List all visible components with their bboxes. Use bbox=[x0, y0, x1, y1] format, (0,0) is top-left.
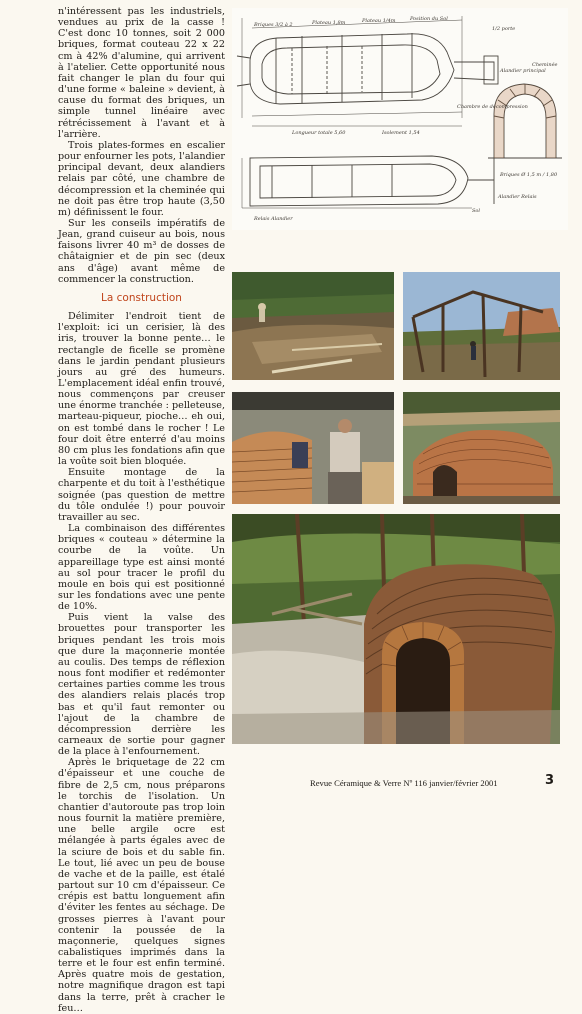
intro-paragraph-2: Trois plates-formes en escalier pour enfourner les pots, l'alandier principal devant, deux alandiers relais par côté, une chambre de décompression et la cheminée qui ne doit pas être trop haute (3,50 m) définissent le four. bbox=[58, 139, 225, 218]
photo-kiln-arch-form bbox=[403, 392, 560, 504]
photo-bricklaying bbox=[232, 392, 394, 504]
sketch-label: Sol bbox=[472, 208, 481, 214]
construction-paragraph-1: Délimiter l'endroit tient de l'exploit: ici un cerisier, là des iris, trouver la bonne pente… le rectangle de ficelle se promène dans le jardin pendant plusieurs jours au gré des humeurs. L'emplacement idéal enfin trouvé, nous commençons par creuser une énorme tranchée : pelleteuse, marteau-piqueur, pioche… eh oui, on est tombé dans le rocher ! Le four doit être enterré d'au moins 80 cm plus les fondations afin que la voûte soit bien bloquée. bbox=[58, 311, 225, 468]
sketch-label: Cheminée bbox=[532, 62, 558, 68]
construction-paragraph-3: La combinaison des différentes briques « couteau » détermine la courbe de la voûte. Un appareillage type est ainsi monté au sol pour tracer le profil du moule en bois qui est positionné sur les fondations avec une pente de 10%. bbox=[58, 523, 225, 613]
page-number: 3 bbox=[545, 773, 555, 788]
sketch-label: Plateau 1,8m bbox=[312, 20, 346, 26]
sketch-label: Alandier Relais bbox=[498, 194, 537, 200]
sketch-label: Relais Alandier bbox=[254, 216, 293, 222]
photo-finished-kiln bbox=[232, 514, 560, 744]
sketch-label: Position du Sol bbox=[410, 16, 448, 22]
sketch-label: Chambre de décompression bbox=[457, 104, 528, 110]
sketch-label: Plateau 1/4m bbox=[362, 18, 396, 24]
sketch-label: Isolement 1,54 bbox=[382, 130, 420, 136]
photo-roof-frame bbox=[403, 272, 560, 380]
article-column bbox=[58, 6, 225, 1014]
construction-paragraph-2: Ensuite montage de la charpente et du toit à l'esthétique soignée (pas question de mettre du tôle ondulée !) pour pouvoir travailler au sec. bbox=[58, 467, 225, 523]
intro-paragraph-1: n'intéressent pas les industriels, vendues au prix de la casse ! C'est donc 10 tonnes, soit 2 000 briques, format couteau 22 x 22 cm à 42% d'alumine, qui arrivent à l'atelier. Cette opportunité nous fait changer le plan du four qui d'une forme « baleine » devient, à cause du format des briques, un simple tunnel linéaire avec rétrécissement à l'avant et à l'arrière. bbox=[58, 6, 225, 140]
construction-paragraph-5: Après le briquetage de 22 cm d'épaisseur et une couche de fibre de 2,5 cm, nous préparons le torchis de l'isolation. Un chantier d'autoroute pas trop loin nous fournit la matière première, une belle argile ocre est mélangée à parts égales avec de la sciure de bois et du sable fin. Le tout, lié avec un peu de bouse de vache et de la paille, est étalé partout sur 10 cm d'épaisseur. Ce crépis est battu longuement afin d'éviter les fentes au séchage. De grosses pierres à l'avant pour contenir la poussée de la maçonnerie, quelques signes cabalistiques imprimés dans la terre et le four est enfin terminé. Après quatre mois de gestation, notre magnifique dragon est tapi dans la terre, prêt à cracher le feu… bbox=[58, 757, 225, 1014]
sketch-label: Briques 3/2 à 2 bbox=[254, 22, 293, 28]
construction-paragraph-4: Puis vient la valse des brouettes pour transporter les briques pendant les trois mois que dure la maçonnerie montée au coulis. Des temps de réflexion nous font modifier et redémonter certaines parties comme les trous des alandiers relais placés trop bas et qu'il faut remonter ou l'ajout de la chambre de décompression derrière les carneaux de sortie pour gagner de la place à l'enfournement. bbox=[58, 612, 225, 758]
sketch-label: Alandier principal bbox=[500, 68, 546, 74]
intro-paragraph-3: Sur les conseils impératifs de Jean, grand cuiseur au bois, nous faisons livrer 40 m³ de dosses de châtaignier et de pin sec (deux ans d'âge) avant même de commencer la construction. bbox=[58, 217, 225, 285]
sketch-label: 1/2 porte bbox=[492, 26, 516, 32]
sketch-label: Briques Ø 1,5 m / 1,80 bbox=[500, 172, 558, 178]
sketch-label: Longueur totale 5,60 bbox=[292, 130, 346, 136]
sketch-drawing bbox=[232, 8, 568, 230]
photo-trench-excavation bbox=[232, 272, 394, 380]
kiln-plan-sketch bbox=[232, 8, 568, 230]
section-heading: La construction bbox=[101, 291, 182, 304]
journal-citation: Revue Céramique & Verre Nº 116 janvier/février 2001 bbox=[310, 778, 498, 788]
